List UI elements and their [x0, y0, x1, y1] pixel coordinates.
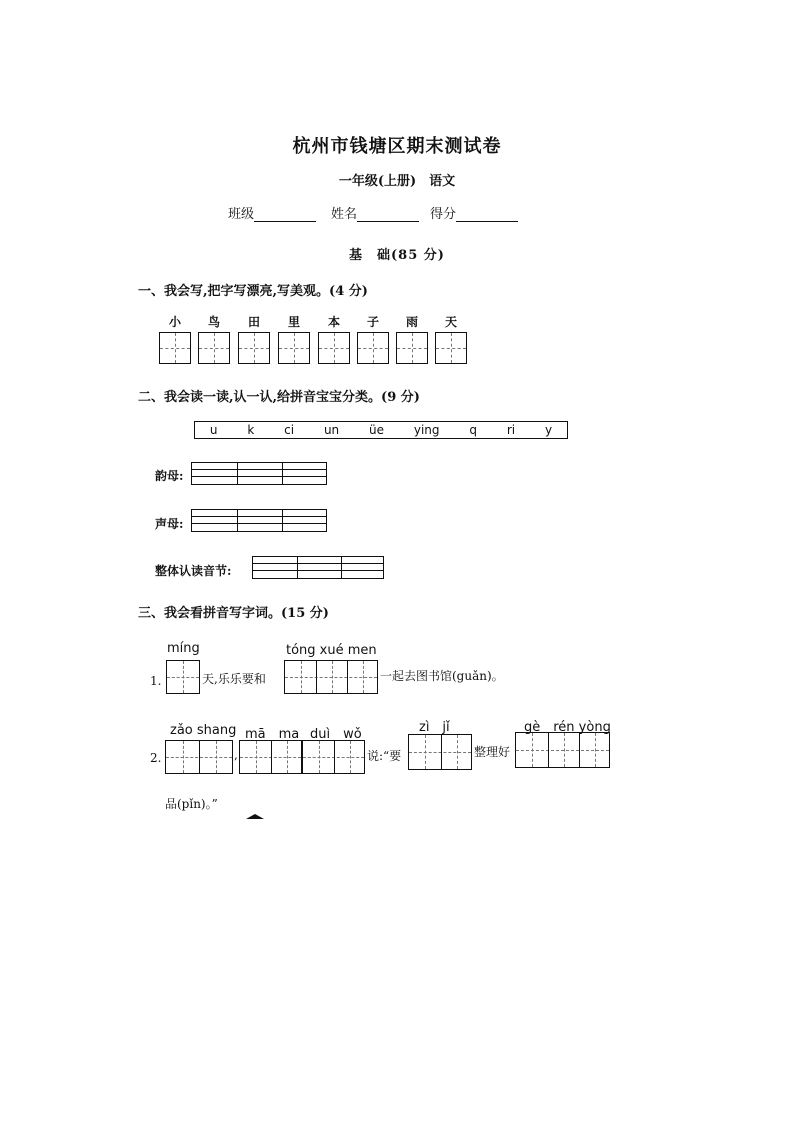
pinyin-item: ci [284, 423, 295, 437]
writing-grid-cell[interactable] [318, 332, 350, 364]
writing-grid-cell[interactable] [435, 332, 467, 364]
finals-label: 韵母: [155, 469, 184, 483]
q1-char: 鸟 [207, 315, 220, 329]
initials-writing-lines[interactable] [191, 509, 327, 532]
s2-number: 2. [150, 751, 162, 765]
pinyin-bar [194, 421, 568, 439]
answer-box-ming[interactable] [166, 660, 200, 694]
pinyin-ming: míng [167, 641, 200, 656]
writing-grid-cell[interactable] [396, 332, 428, 364]
finals-writing-lines[interactable] [191, 462, 327, 485]
initials-label: 声母: [155, 517, 184, 531]
pinyin-item: k [247, 423, 255, 437]
score-blank[interactable] [456, 207, 518, 222]
pinyin-mama: mā ma [245, 727, 300, 742]
s1-text-a: 天,乐乐要和 [202, 672, 266, 686]
section-title: 基 础(85 分) [349, 248, 445, 263]
q2-title: 二、我会读一读,认一认,给拼音宝宝分类。(9 分) [138, 390, 420, 405]
pinyin-item: ying [413, 423, 440, 437]
pinyin-duiwo: duì wǒ [310, 727, 362, 742]
writing-grid-cell[interactable] [238, 332, 270, 364]
name-blank[interactable] [357, 207, 419, 222]
page-mark-icon [246, 814, 264, 819]
s2-text-a: 说:“要 [367, 749, 402, 763]
q1-char: 天 [444, 315, 457, 329]
answer-box-mama[interactable] [239, 740, 302, 774]
class-blank[interactable] [254, 207, 316, 222]
whole-syllables-writing-lines[interactable] [252, 556, 384, 579]
answer-box-ziji[interactable] [408, 734, 472, 770]
writing-grid-cell[interactable] [198, 332, 230, 364]
page-subtitle: 一年级(上册) 语文 [338, 174, 456, 189]
answer-box-duiwo[interactable] [302, 740, 365, 774]
whole-syllables-label: 整体认读音节: [155, 564, 232, 578]
s2-text-c: 品(pǐn)。” [165, 797, 218, 811]
answer-box-gerenyong[interactable] [515, 732, 610, 768]
answer-box-tongxuemen[interactable] [284, 660, 378, 694]
writing-grid-cell[interactable] [357, 332, 389, 364]
name-field [331, 203, 419, 222]
pinyin-zaoshang: zǎo shang [170, 723, 237, 738]
pinyin-item: q [469, 423, 477, 437]
q1-char: 子 [366, 315, 379, 329]
s1-text-b: 一起去图书馆(guǎn)。 [380, 669, 504, 683]
s2-text-b: 整理好 [474, 745, 511, 759]
pinyin-item: ri [506, 423, 516, 437]
pinyin-item: u [209, 423, 218, 437]
score-field [430, 203, 518, 222]
name-label: 姓名 [331, 207, 358, 222]
s1-number: 1. [150, 674, 162, 688]
q1-char: 本 [327, 315, 340, 329]
answer-box-zaoshang[interactable] [165, 740, 233, 774]
pinyin-gerenyong: gè rén yòng [524, 720, 611, 735]
q1-char: 里 [287, 315, 300, 329]
page-title: 杭州市钱塘区期末测试卷 [292, 136, 502, 157]
writing-grid-cell[interactable] [159, 332, 191, 364]
pinyin-item: un [323, 423, 340, 437]
score-label: 得分 [430, 207, 457, 222]
q1-title: 一、我会写,把字写漂亮,写美观。(4 分) [138, 284, 368, 299]
class-field [228, 203, 316, 222]
pinyin-item: y [544, 423, 553, 437]
q1-char: 田 [247, 315, 260, 329]
s2-comma: , [234, 748, 238, 762]
pinyin-ziji: zì jǐ [419, 720, 450, 735]
q1-char: 小 [168, 315, 181, 329]
q1-char: 雨 [405, 315, 418, 329]
writing-grid-cell[interactable] [278, 332, 310, 364]
pinyin-tongxuemen: tóng xué men [286, 643, 377, 658]
class-label: 班级 [228, 207, 255, 222]
pinyin-item: üe [369, 423, 385, 437]
q3-title: 三、我会看拼音写字词。(15 分) [138, 606, 329, 621]
